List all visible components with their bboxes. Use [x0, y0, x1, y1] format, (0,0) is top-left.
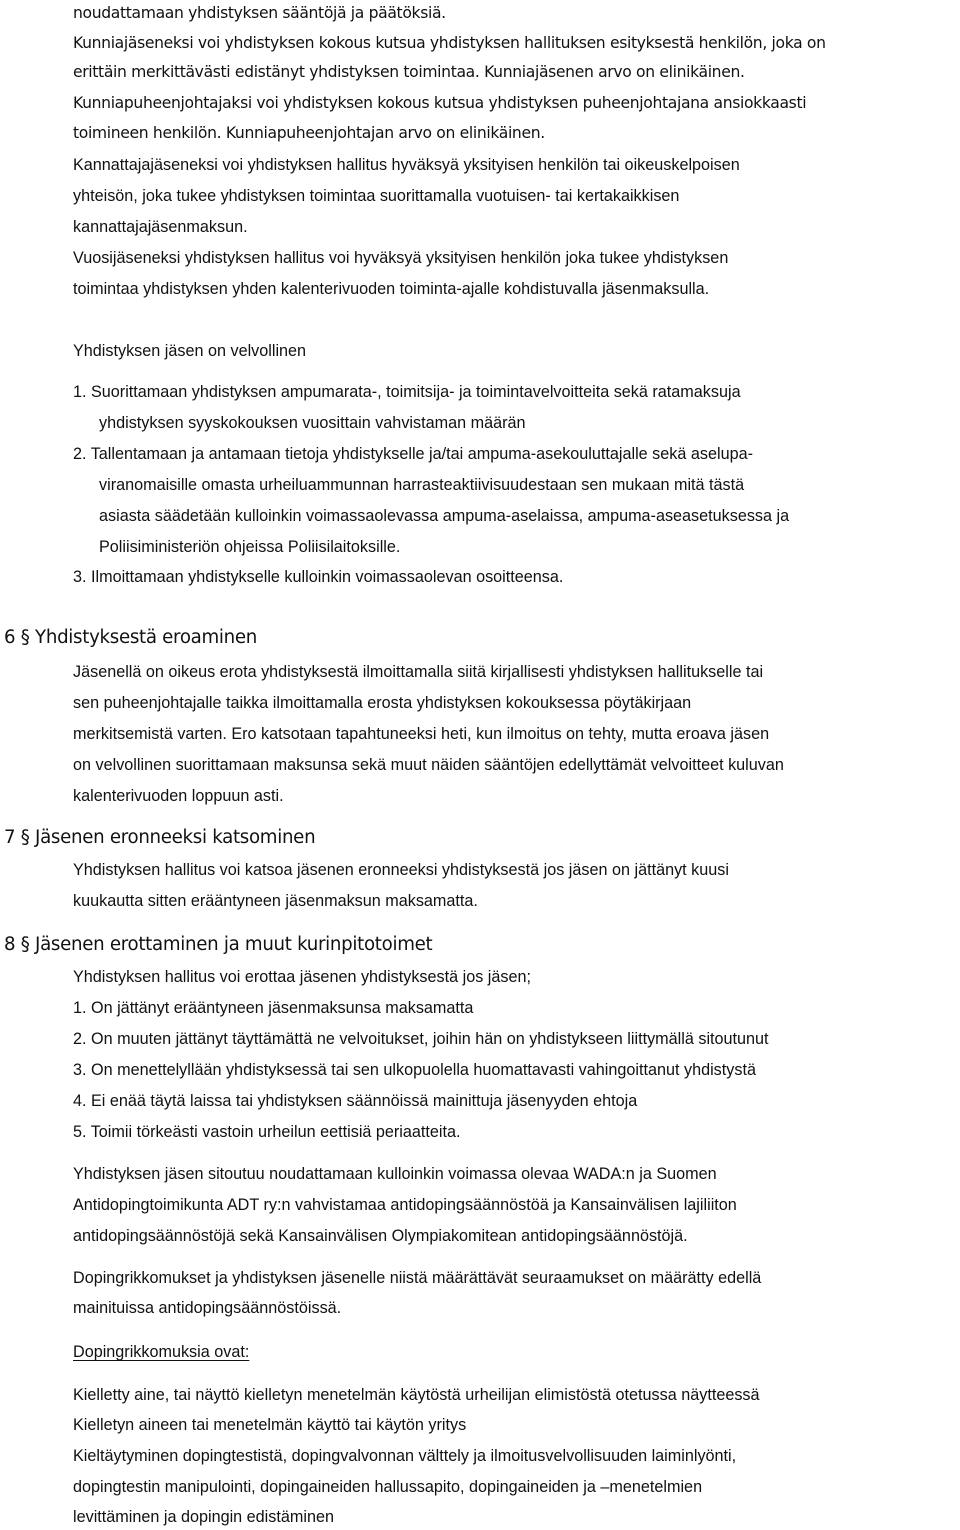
paragraph-line: Kunniapuheenjohtajaksi voi yhdistyksen kokous kutsua yhdistyksen puheenjohtajana ansiokkaasti [73, 94, 807, 112]
list-item: 2. Tallentamaan ja antamaan tietoja yhdistykselle ja/tai ampuma-asekouluttajalle sekä aselupa- [73, 445, 753, 463]
paragraph-line: Antidopingtoimikunta ADT ry:n vahvistamaa antidopingsäännöstöä ja Kansainvälisen lajiliiton [73, 1196, 737, 1214]
paragraph-line: Kielletty aine, tai näyttö kielletyn menetelmän käytöstä urheilijan elimistöstä otetussa näytteessä [73, 1386, 760, 1404]
paragraph-line: toimintaa yhdistyksen yhden kalenterivuoden toiminta-ajalle kohdistuvalla jäsenmaksulla. [73, 280, 710, 298]
paragraph-line: kalenterivuoden loppuun asti. [73, 787, 284, 805]
paragraph-line: Kielletyn aineen tai menetelmän käyttö tai käytön yritys [73, 1416, 467, 1434]
underlined-subheading: Dopingrikkomuksia ovat: [73, 1343, 250, 1361]
paragraph-line: Yhdistyksen hallitus voi katsoa jäsenen eronneeksi yhdistyksestä jos jäsen on jättänyt kuusi [73, 861, 729, 879]
paragraph-line: on velvollinen suorittamaan maksunsa sekä muut näiden sääntöjen edellyttämät velvoitteet kuluvan [73, 756, 784, 774]
list-item: 4. Ei enää täytä laissa tai yhdistyksen säännöissä mainittuja jäsenyyden ehtoja [73, 1092, 638, 1110]
paragraph-line: Kieltäytyminen dopingtestistä, dopingvalvonnan välttely ja ilmoitusvelvollisuuden laiminlyönti, [73, 1447, 737, 1465]
paragraph-line: Yhdistyksen jäsen on velvollinen [73, 342, 307, 360]
paragraph-line: erittäin merkittävästi edistänyt yhdistyksen toimintaa. Kunniajäsenen arvo on elinikäinen. [73, 63, 745, 81]
list-item: 3. On menettelyllään yhdistyksessä tai sen ulkopuolella huomattavasti vahingoittanut yhdistystä [73, 1061, 756, 1079]
paragraph-line: mainituissa antidopingsäännöstöissä. [73, 1299, 342, 1317]
paragraph-line: Yhdistyksen hallitus voi erottaa jäsenen yhdistyksestä jos jäsen; [73, 968, 531, 986]
paragraph-line: Jäsenellä on oikeus erota yhdistyksestä ilmoittamalla siitä kirjallisesti yhdistyksen hallitukselle tai [73, 663, 764, 681]
paragraph-line: antidopingsäännöstöjä sekä Kansainvälisen Olympiakomitean antidopingsäännöstöjä. [73, 1227, 688, 1245]
paragraph-line: Dopingrikkomukset ja yhdistyksen jäsenelle niistä määrättävät seuraamukset on määrätty edellä [73, 1269, 762, 1287]
paragraph-line: noudattamaan yhdistyksen sääntöjä ja päätöksiä. [73, 4, 446, 22]
paragraph-line: Kunniajäseneksi voi yhdistyksen kokous kutsua yhdistyksen hallituksen esityksestä henkilön, joka on [73, 34, 826, 52]
paragraph-line: yhteisön, joka tukee yhdistyksen toimintaa suorittamalla vuotuisen- tai kertakaikkisen [73, 187, 680, 205]
list-item: 1. On jättänyt erääntyneen jäsenmaksunsa maksamatta [73, 999, 474, 1017]
paragraph-line: Vuosijäseneksi yhdistyksen hallitus voi hyväksyä yksityisen henkilön joka tukee yhdistyksen [73, 249, 729, 267]
paragraph-line: toimineen henkilön. Kunniapuheenjohtajan arvo on elinikäinen. [73, 124, 545, 142]
paragraph-line: Kannattajajäseneksi voi yhdistyksen hallitus hyväksyä yksityisen henkilön tai oikeuskelpoisen [73, 156, 740, 174]
section-heading: 7 § Jäsenen eronneeksi katsominen [4, 827, 316, 848]
paragraph-line: kannattajajäsenmaksun. [73, 218, 248, 236]
section-heading: 6 § Yhdistyksestä eroaminen [4, 627, 258, 648]
list-item: 3. Ilmoittamaan yhdistykselle kulloinkin voimassaolevan osoitteensa. [73, 568, 564, 586]
list-item: 2. On muuten jättänyt täyttämättä ne velvoitukset, joihin hän on yhdistykseen liittymällä sitoutunut [73, 1030, 769, 1048]
paragraph-line: kuukautta sitten erääntyneen jäsenmaksun maksamatta. [73, 892, 478, 910]
list-item-cont: yhdistyksen syyskokouksen vuosittain vahvistaman määrän [99, 414, 526, 432]
list-item-cont: viranomaisille omasta urheiluammunnan harrasteaktiivisuudestaan sen mukaan mitä tästä [99, 476, 745, 494]
paragraph-line: sen puheenjohtajalle taikka ilmoittamalla erosta yhdistyksen kokouksessa pöytäkirjaan [73, 694, 692, 712]
list-item-cont: asiasta säädetään kulloinkin voimassaolevassa ampuma-aselaissa, ampuma-aseasetuksessa ja [99, 507, 790, 525]
list-item-cont: Poliisiministeriön ohjeissa Poliisilaitoksille. [99, 538, 401, 556]
paragraph-line: Yhdistyksen jäsen sitoutuu noudattamaan kulloinkin voimassa olevaa WADA:n ja Suomen [73, 1165, 717, 1183]
paragraph-line: dopingtestin manipulointi, dopingaineiden hallussapito, dopingaineiden ja –menetelmien [73, 1478, 703, 1496]
list-item: 1. Suorittamaan yhdistyksen ampumarata-, toimitsija- ja toimintavelvoitteita sekä ratamaksuja [73, 383, 741, 401]
paragraph-line: levittäminen ja dopingin edistäminen [73, 1508, 334, 1526]
section-heading: 8 § Jäsenen erottaminen ja muut kurinpitotoimet [4, 934, 433, 955]
paragraph-line: merkitsemistä varten. Ero katsotaan tapahtuneeksi heti, kun ilmoitus on tehty, mutta eroava jäsen [73, 725, 770, 743]
list-item: 5. Toimii törkeästi vastoin urheilun eettisiä periaatteita. [73, 1123, 461, 1141]
